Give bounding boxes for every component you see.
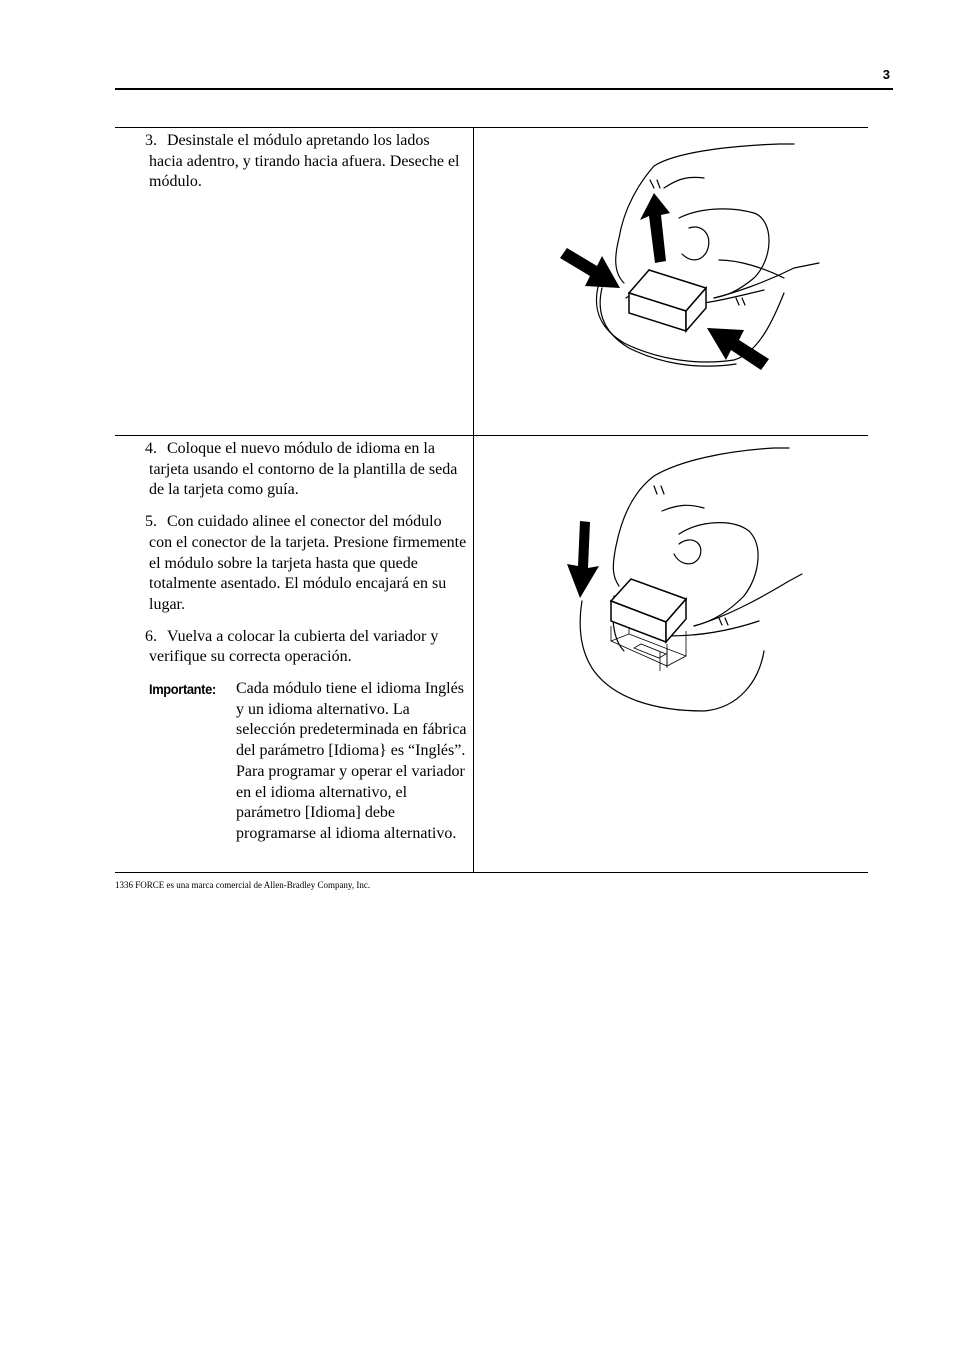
important-note [149, 679, 467, 845]
step-text: Desinstale el módulo apretando los lados hacia adentro, y tirando hacia afuera. Deseche el módulo. [149, 132, 460, 191]
arrow-right-icon [560, 248, 620, 288]
page-number: 3 [882, 67, 890, 82]
step-number: 3. [145, 132, 157, 149]
step-number: 6. [145, 627, 157, 645]
table-row [115, 436, 868, 873]
text-cell [115, 128, 474, 436]
important-label: Importante: [149, 681, 216, 698]
footnote: 1336 FORCE es una marca comercial de Allen-Bradley Company, Inc. [115, 880, 371, 890]
step-text: Con cuidado alinee el conector del módulo con el conector de la tarjeta. Presione firmemente el módulo sobre la tarjeta hasta que quede totalmente asentado. El módulo encajará en su lugar. [149, 513, 467, 613]
step-6 [145, 627, 467, 668]
step-number: 5. [145, 513, 157, 531]
instruction-table [115, 127, 868, 873]
text-cell [115, 436, 474, 873]
module-removal-illustration-icon [474, 128, 868, 435]
important-text: Cada módulo tiene el idioma Inglés y un idioma alternativo. La selección predeterminada en fábrica del parámetro [Idioma} es “Inglés”. Para programar y operar el variador en el idioma alternativo, el parámetro [Idioma] debe programarse al idioma alternativo. [236, 680, 467, 842]
figure-cell [474, 436, 869, 873]
table-row [115, 128, 868, 436]
step-text: Coloque el nuevo módulo de idioma en la tarjeta usando el contorno de la plantilla de seda de la tarjeta como guía. [149, 440, 458, 499]
header-rule [115, 88, 893, 90]
arrow-left-icon [707, 328, 769, 370]
figure-cell [474, 128, 869, 436]
step-number: 4. [145, 440, 157, 457]
step-5 [145, 512, 467, 616]
step-3 [145, 131, 467, 193]
step-text: Vuelva a colocar la cubierta del variador y verifique su correcta operación. [149, 627, 439, 666]
module-installation-illustration-icon [474, 436, 868, 872]
arrow-down-icon [567, 521, 599, 598]
step-4 [145, 439, 467, 501]
arrow-up-icon [640, 193, 670, 263]
